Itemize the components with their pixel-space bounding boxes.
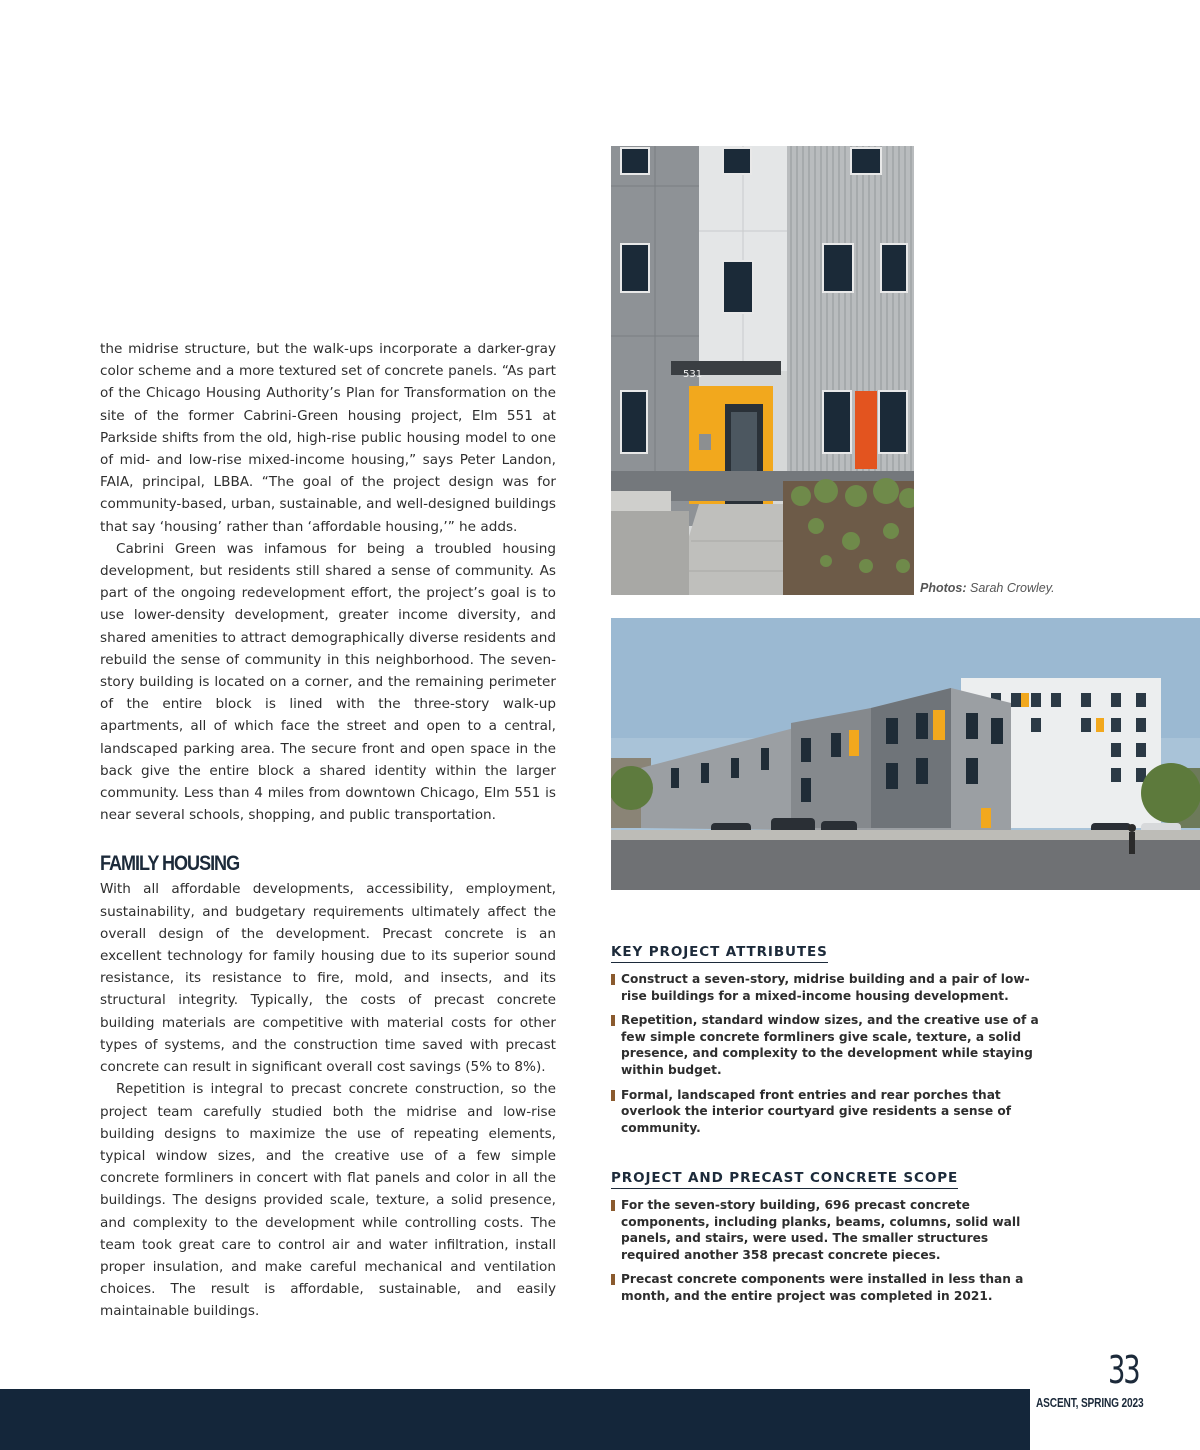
list-item [611, 1012, 1041, 1078]
list-item-text: Formal, landscaped front entries and rear porches that overlook the interior courtyard give residents a sense of community. [621, 1087, 1012, 1135]
key-attributes-title: KEY PROJECT ATTRIBUTES [611, 944, 828, 963]
page-number: 33 [1108, 1348, 1139, 1392]
building-number: 531 [683, 369, 703, 380]
list-item [611, 1087, 1041, 1137]
scope-title: PROJECT AND PRECAST CONCRETE SCOPE [611, 1170, 958, 1189]
scope-list [611, 1197, 1041, 1305]
list-item-text: Construct a seven-story, midrise building and a pair of low-rise buildings for a mixed-income housing development. [621, 972, 1030, 1003]
photo-credit-label: Photos: [920, 581, 967, 595]
bullet-icon [611, 1200, 615, 1211]
list-item [611, 971, 1041, 1004]
list-item-text: Repetition, standard window sizes, and the creative use of a few simple concrete formliners give scale, texture, a solid presence, and complexity to the development while staying within budget. [621, 1013, 1039, 1077]
entrance-photo [611, 146, 914, 595]
street-illustration [611, 618, 1200, 890]
body-paragraph: the midrise structure, but the walk-ups incorporate a darker-gray color scheme and a more textured set of concrete panels. “As part of the Chicago Housing Authority’s Plan for Transformation on the site of the former Cabrini-Green housing project, Elm 551 at Parkside shifts from the old, high-rise public housing model to one of mid- and low-rise mixed-income housing,” says Peter Landon, FAIA, principal, LBBA. “The goal of the project design was for community-based, urban, sustainable, and well-designed buildings that say ‘housing’ rather than ‘affordable housing,’” he adds. [100, 341, 556, 535]
entrance-illustration [611, 146, 914, 595]
bullet-icon [611, 1015, 615, 1026]
section-heading: FAMILY HOUSING [100, 852, 240, 876]
footer-band [0, 1389, 1030, 1450]
list-item [611, 1271, 1041, 1304]
key-attributes-box [611, 943, 1041, 1144]
body-paragraph: Cabrini Green was infamous for being a troubled housing development, but residents still shared a sense of community. As part of the ongoing redevelopment effort, the project’s goal is to use lower-density development, greater income diversity, and shared amenities to attract demographically diverse residents and rebuild the sense of community in this neighborhood. The seven-story building is located on a corner, and the remaining perimeter of the entire block is lined with the three-story walk-up apartments, all of which face the street and open to a central, landscaped parking area. The secure front and open space in the back give the entire block a shared identity within the larger community. Less than 4 miles from downtown Chicago, Elm 551 is near several schools, shopping, and public transportation. [100, 540, 556, 824]
bullet-icon [611, 1274, 615, 1285]
body-paragraph: With all affordable developments, accessibility, employment, sustainability, and budgetary requirements ultimately affect the overall design of the development. Precast concrete is an excellent technology for family housing due to its superior sound resistance, its resistance to fire, mold, and insects, and its structural integrity. Typically, the costs of precast concrete building materials are competitive with material costs for other types of systems, and the construction time saved with precast concrete can result in significant overall cost savings (5% to 8%). [100, 881, 556, 1076]
list-item [611, 1197, 1041, 1263]
bullet-icon [611, 1090, 615, 1101]
article-body [100, 338, 556, 1323]
key-attributes-list [611, 971, 1041, 1136]
photo-credit-name: Sarah Crowley. [970, 581, 1055, 595]
body-paragraph: Repetition is integral to precast concrete construction, so the project team carefully studied both the midrise and low-rise building designs to maximize the use of repeating elements, typical window sizes, and the creative use of a few simple concrete formliners in concert with flat panels and color in all the buildings. The designs provided scale, texture, a solid presence, and complexity to the development while controlling costs. The team took great care to control air and water infiltration, install proper insulation, and make careful mechanical and ventilation choices. The result is affordable, sustainable, and easily maintainable buildings. [100, 1081, 556, 1320]
issue-label: ASCENT, SPRING 2023 [1036, 1395, 1144, 1410]
street-view-photo [611, 618, 1200, 890]
scope-box [611, 1169, 1041, 1313]
photo-credit [920, 581, 1055, 595]
list-item-text: For the seven-story building, 696 precast concrete components, including planks, beams, columns, solid wall panels, and stairs, were used. The smaller structures required another 358 precast concrete pieces. [621, 1198, 1021, 1262]
list-item-text: Precast concrete components were installed in less than a month, and the entire project was completed in 2021. [621, 1272, 1024, 1303]
bullet-icon [611, 974, 615, 985]
